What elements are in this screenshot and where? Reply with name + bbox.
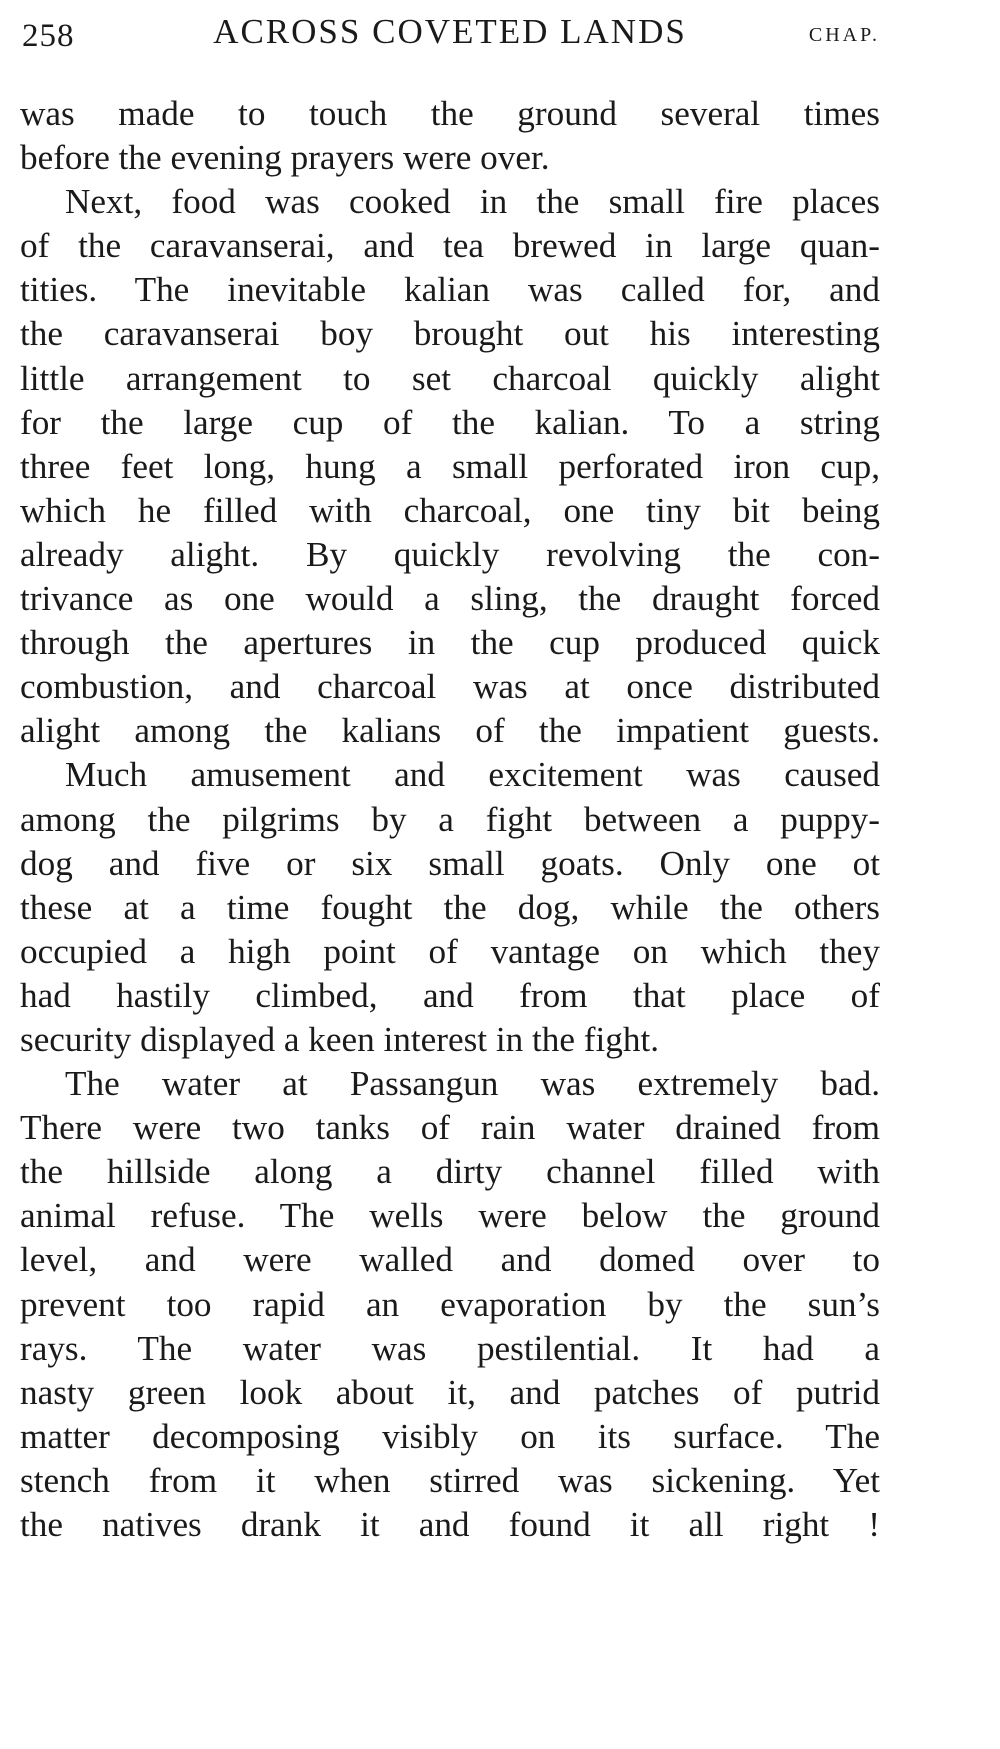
text-line: Next, food was cooked in the small fire places (65, 182, 880, 222)
text-line: the caravanserai boy brought out his interesting (20, 314, 880, 354)
text-line: security displayed a keen interest in the fight. (20, 1019, 660, 1059)
text-line: the hillside along a dirty channel filled with (20, 1152, 880, 1192)
text-line: tities. The inevitable kalian was called for, and (20, 270, 880, 310)
text-line: among the pilgrims by a fight between a puppy- (20, 799, 880, 839)
text-line: was made to touch the ground several times (20, 94, 880, 133)
text-line: stench from it when stirred was sickening. Yet (20, 1460, 880, 1500)
text-line: dog and five or six small goats. Only one ot (20, 843, 880, 883)
text-line: alight among the kalians of the impatient guests. (20, 711, 880, 751)
text-line: The water at Passangun was extremely bad. (65, 1064, 880, 1104)
text-line: There were two tanks of rain water drained from (20, 1108, 880, 1148)
text-line: of the caravanserai, and tea brewed in large quan- (20, 226, 880, 266)
text-line: occupied a high point of vantage on which they (20, 931, 880, 971)
paragraph-continued (20, 92, 880, 180)
text-line: the natives drank it and found it all right ! (20, 1505, 880, 1544)
text-line: had hastily climbed, and from that place of (20, 975, 880, 1015)
text-line: rays. The water was pestilential. It had a (20, 1328, 880, 1368)
text-line: before the evening prayers were over. (20, 138, 550, 178)
running-head (20, 6, 880, 62)
text-line: animal refuse. The wells were below the ground (20, 1196, 880, 1236)
paragraph-kalian (20, 180, 880, 753)
text-line: through the apertures in the cup produced quick (20, 623, 880, 663)
text-line: these at a time fought the dog, while the others (20, 887, 880, 927)
body-text (20, 92, 880, 1547)
book-page (20, 0, 880, 1749)
text-line: prevent too rapid an evaporation by the sun’s (20, 1284, 880, 1324)
text-line: level, and were walled and domed over to (20, 1240, 880, 1280)
chapter-tag: CHAP. (808, 24, 880, 46)
text-line: already alight. By quickly revolving the con- (20, 534, 880, 574)
text-line: which he filled with charcoal, one tiny bit being (20, 490, 880, 530)
page-number: 258 (22, 18, 75, 54)
text-line: nasty green look about it, and patches of putrid (20, 1372, 880, 1412)
text-line: trivance as one would a sling, the draught forced (20, 579, 880, 619)
text-line: combustion, and charcoal was at once distributed (20, 667, 880, 707)
text-line: little arrangement to set charcoal quickly alight (20, 358, 880, 398)
paragraph-water (20, 1062, 880, 1547)
text-line: matter decomposing visibly on its surface. The (20, 1416, 880, 1456)
text-line: for the large cup of the kalian. To a string (20, 402, 880, 442)
text-line: three feet long, hung a small perforated iron cup, (20, 446, 880, 486)
paragraph-goats (20, 753, 880, 1062)
text-line: Much amusement and excitement was caused (65, 755, 880, 795)
running-title: ACROSS COVETED LANDS (213, 12, 687, 51)
